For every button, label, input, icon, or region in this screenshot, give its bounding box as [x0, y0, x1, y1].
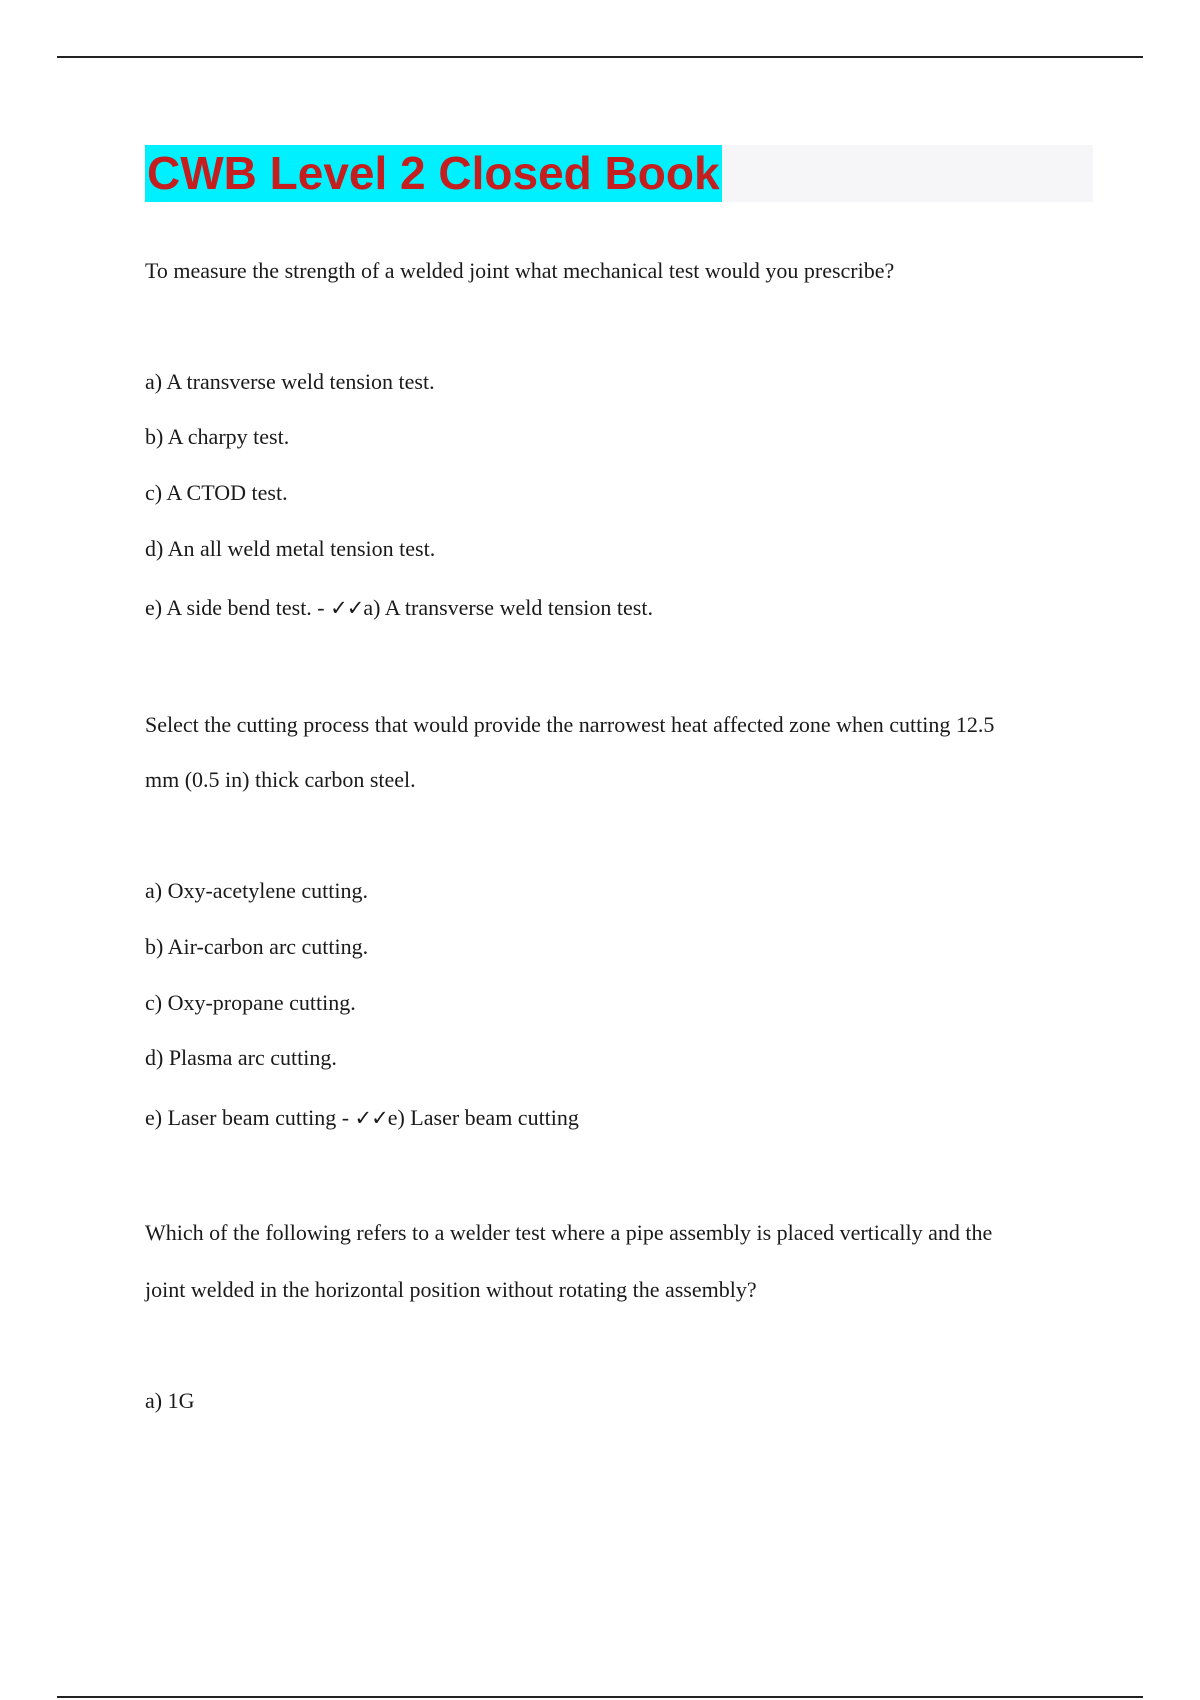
question-2-option-c: c) Oxy-propane cutting.: [145, 990, 356, 1015]
question-1-option-a: a) A transverse weld tension test.: [145, 369, 435, 394]
top-rule: [57, 56, 1143, 58]
question-1-option-e: e) A side bend test. -: [145, 595, 325, 620]
check-mark-icon: ✓✓: [330, 596, 364, 620]
question-1-prompt-line-1: To measure the strength of a welded joint what mechanical test would you prescribe?: [145, 258, 895, 283]
question-2-prompt-line-1: Select the cutting process that would provide the narrowest heat affected zone when cutting 12.5: [145, 712, 995, 737]
question-3-option-a: a) 1G: [145, 1388, 195, 1413]
question-1-answer: a) A transverse weld tension test.: [363, 595, 653, 620]
question-3-prompt-line-2: joint welded in the horizontal position without rotating the assembly?: [145, 1277, 757, 1302]
question-2-option-e: e) Laser beam cutting -: [145, 1105, 350, 1130]
question-2-option-d: d) Plasma arc cutting.: [145, 1045, 337, 1070]
question-2-option-b: b) Air-carbon arc cutting.: [145, 934, 369, 959]
document-title: CWB Level 2 Closed Book: [145, 145, 722, 202]
question-1-option-e-with-answer: [145, 594, 653, 622]
bottom-rule: [57, 1696, 1143, 1698]
question-2-prompt-line-2: mm (0.5 in) thick carbon steel.: [145, 767, 416, 792]
question-1-option-c: c) A CTOD test.: [145, 480, 288, 505]
question-1-option-d: d) An all weld metal tension test.: [145, 536, 436, 561]
check-mark-icon: ✓✓: [354, 1106, 388, 1130]
question-1-option-b: b) A charpy test.: [145, 424, 290, 449]
question-2-answer: e) Laser beam cutting: [387, 1105, 579, 1130]
question-3-prompt-line-1: Which of the following refers to a welder test where a pipe assembly is placed vertically and the: [145, 1220, 993, 1245]
question-2-option-e-with-answer: [145, 1104, 579, 1132]
question-2-option-a: a) Oxy-acetylene cutting.: [145, 878, 368, 903]
